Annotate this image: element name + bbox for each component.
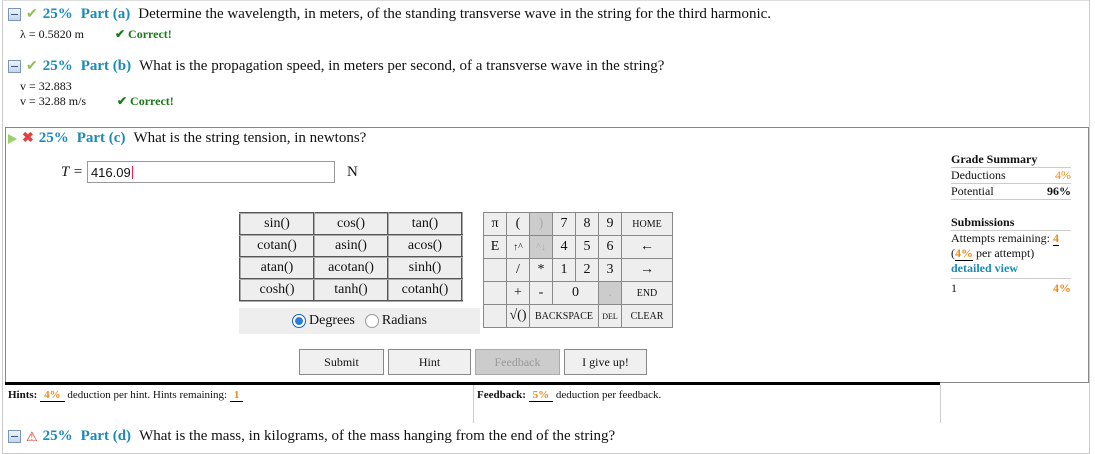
key-cotanh[interactable]: cotanh(): [388, 279, 462, 301]
part-a-header: [8, 6, 771, 23]
key-7[interactable]: 7: [553, 213, 576, 236]
key-9[interactable]: 9: [599, 213, 622, 236]
per-attempt: (4% per attempt): [951, 246, 1035, 260]
part-d-percent: 25%: [42, 428, 73, 444]
degrees-radio[interactable]: [292, 314, 306, 328]
key-clear[interactable]: CLEAR: [622, 305, 673, 328]
key-asin[interactable]: asin(): [314, 235, 388, 257]
key-cotan[interactable]: cotan(): [240, 235, 314, 257]
key-home[interactable]: HOME: [622, 213, 673, 236]
part-c-label: Part (c): [76, 130, 126, 146]
key-divide[interactable]: /: [507, 259, 530, 282]
submissions: [951, 215, 1071, 296]
key-acotan[interactable]: acotan(): [314, 257, 388, 279]
warning-icon: ⚠: [26, 428, 38, 444]
hint-button[interactable]: Hint: [388, 349, 471, 375]
feedback-text: deduction per feedback.: [555, 389, 662, 401]
key-dot[interactable]: .: [599, 282, 622, 305]
key-down[interactable]: ^↓: [530, 236, 553, 259]
attempt-number: 1: [951, 281, 957, 295]
key-tanh[interactable]: tanh(): [314, 279, 388, 301]
deductions-row: [951, 168, 1071, 183]
hint-deduction: 4%: [40, 389, 65, 402]
feedback-button[interactable]: Feedback: [475, 349, 560, 375]
function-keypad: [239, 212, 463, 302]
key-multiply[interactable]: *: [530, 259, 553, 282]
part-b-answer-1: v = 32.883: [20, 79, 72, 93]
feedback-deduction: 5%: [529, 389, 554, 402]
deductions-value: 4%: [1055, 168, 1071, 182]
expand-icon[interactable]: [8, 134, 17, 144]
key-end[interactable]: END: [622, 282, 673, 305]
part-b-question: What is the propagation speed, in meters per second, of a transverse wave in the string?: [139, 58, 665, 74]
variable-label: T =: [61, 163, 83, 180]
check-icon: ✔: [26, 7, 38, 22]
deductions-label: Deductions: [951, 168, 1006, 182]
part-d-label: Part (d): [80, 428, 132, 444]
text-caret: [132, 166, 133, 179]
collapse-icon[interactable]: [8, 430, 21, 443]
hints-label: Hints:: [8, 389, 38, 401]
submit-button[interactable]: Submit: [299, 349, 384, 375]
grade-summary-title: Grade Summary: [951, 152, 1071, 168]
key-lparen[interactable]: (: [507, 213, 530, 236]
give-up-button[interactable]: I give up!: [564, 349, 647, 375]
part-a-label: Part (a): [80, 6, 131, 22]
potential-row: [951, 183, 1071, 200]
submission-history-row: [951, 278, 1071, 296]
key-e[interactable]: E: [484, 236, 507, 259]
key-cosh[interactable]: cosh(): [240, 279, 314, 301]
key-atan[interactable]: atan(): [240, 257, 314, 279]
part-a-answer: λ = 0.5820 m: [20, 27, 84, 41]
key-tan[interactable]: tan(): [388, 213, 462, 235]
answer-row: [61, 161, 358, 183]
grade-summary: [951, 152, 1071, 200]
part-b-status: ✔ Correct!: [117, 94, 174, 108]
attempts-label: Attempts remaining:: [951, 231, 1050, 245]
incorrect-x-icon: ✖: [22, 131, 34, 146]
potential-label: Potential: [951, 184, 994, 198]
hints-remaining: 1: [230, 389, 244, 402]
key-right[interactable]: →: [622, 259, 673, 282]
key-4[interactable]: 4: [553, 236, 576, 259]
part-c-percent: 25%: [38, 130, 69, 146]
feedback-label: Feedback:: [477, 389, 526, 401]
attempts-remaining: [951, 231, 1071, 246]
part-a-status: ✔ Correct!: [115, 27, 172, 41]
key-del[interactable]: DEL: [599, 305, 622, 328]
part-b-answer-2: v = 32.88 m/s: [20, 94, 87, 108]
radians-label: Radians: [381, 313, 427, 328]
attempts-value: 4: [1052, 231, 1059, 245]
key-blank: [484, 282, 507, 305]
key-0[interactable]: 0: [553, 282, 599, 305]
key-blank: [484, 305, 507, 328]
hints-info: [5, 385, 474, 423]
part-c-question: What is the string tension, in newtons?: [133, 130, 367, 146]
key-backspace[interactable]: BACKSPACE: [530, 305, 599, 328]
feedback-info: [474, 385, 941, 423]
key-left[interactable]: ←: [622, 236, 673, 259]
collapse-icon[interactable]: [8, 60, 21, 73]
key-2[interactable]: 2: [576, 259, 599, 282]
key-plus[interactable]: +: [507, 282, 530, 305]
key-sin[interactable]: sin(): [240, 213, 314, 235]
numeric-keypad: [483, 212, 673, 328]
key-cos[interactable]: cos(): [314, 213, 388, 235]
submissions-title: Submissions: [951, 215, 1071, 231]
answer-input-value: 416.09: [90, 164, 131, 180]
key-sqrt[interactable]: √(): [507, 305, 530, 328]
part-b-percent: 25%: [42, 58, 73, 74]
hints-text: deduction per hint. Hints remaining:: [67, 389, 228, 401]
key-pi[interactable]: π: [484, 213, 507, 236]
attempt-deduction: 4%: [1053, 281, 1071, 295]
degrees-label: Degrees: [309, 313, 355, 328]
key-5[interactable]: 5: [576, 236, 599, 259]
key-minus[interactable]: -: [530, 282, 553, 305]
angle-mode: [239, 308, 480, 334]
part-d-question: What is the mass, in kilograms, of the mass hanging from the end of the string?: [139, 428, 616, 444]
part-b-label: Part (b): [80, 58, 132, 74]
key-up[interactable]: ↑^: [507, 236, 530, 259]
unit-label: N: [346, 163, 358, 180]
collapse-icon[interactable]: [8, 8, 21, 21]
detailed-view-link[interactable]: detailed view: [951, 261, 1018, 275]
key-sinh[interactable]: sinh(): [388, 257, 462, 279]
key-3[interactable]: 3: [599, 259, 622, 282]
potential-value: 96%: [1047, 184, 1071, 198]
answer-input[interactable]: [87, 161, 335, 183]
check-icon: ✔: [26, 59, 38, 74]
key-1[interactable]: 1: [553, 259, 576, 282]
key-8[interactable]: 8: [576, 213, 599, 236]
key-blank: [484, 259, 507, 282]
radians-radio[interactable]: [365, 314, 379, 328]
per-attempt-pct: 4%: [955, 246, 973, 260]
part-d-header: [8, 428, 615, 445]
per-attempt-text: per attempt): [976, 246, 1035, 260]
part-a-percent: 25%: [42, 6, 73, 22]
part-c-header: [8, 130, 366, 147]
key-acos[interactable]: acos(): [388, 235, 462, 257]
key-rparen[interactable]: ): [530, 213, 553, 236]
part-b-header: [8, 58, 664, 75]
part-a-question: Determine the wavelength, in meters, of the standing transverse wave in the string for the third harmonic.: [138, 6, 772, 22]
key-6[interactable]: 6: [599, 236, 622, 259]
